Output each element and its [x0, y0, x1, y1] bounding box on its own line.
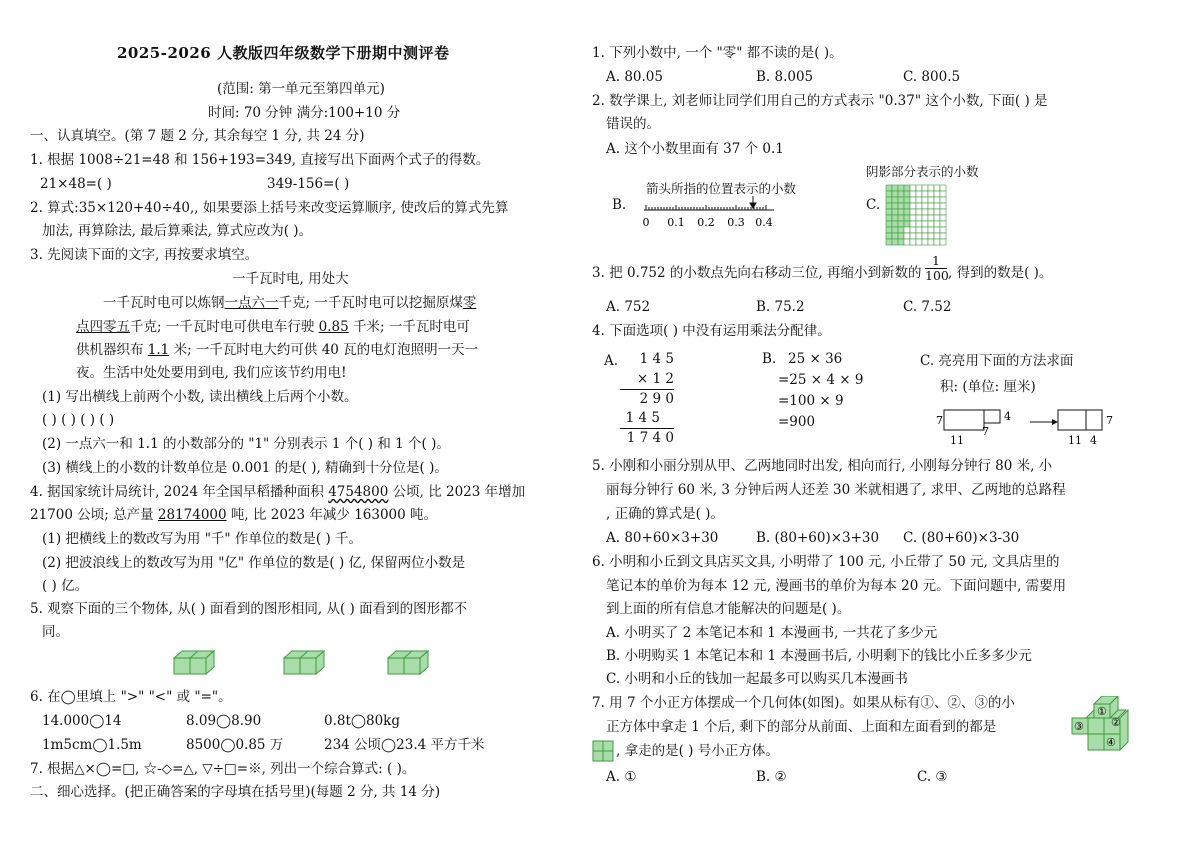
grid-cell [922, 203, 928, 209]
s1-q4-2-cont: ( ) 亿。 [42, 578, 89, 594]
s1-q5: 5. 观察下面的三个物体, 从( ) 面看到的图形相同, 从( ) 面看到的图形都不 [30, 601, 468, 617]
q4a-row: 2 9 0 [639, 391, 674, 407]
q7-option-a: A. ① [606, 769, 637, 785]
cube-mark-1: ① [1097, 705, 1107, 718]
grid-cell [904, 191, 910, 197]
grid-cell [910, 239, 916, 245]
q2-option-a: A. 这个小数里面有 37 个 0.1 [606, 141, 784, 157]
q4c-text: 积: (单位: 厘米) [940, 379, 1036, 395]
grid-cell [898, 227, 904, 233]
q7-option-b: B. ② [756, 769, 787, 785]
passage-title: 一千瓦时电, 用处大 [232, 271, 349, 287]
grid-cell [892, 191, 898, 197]
q6-item: 0.8t◯80kg [324, 713, 401, 729]
grid-cell [934, 191, 940, 197]
grid-cell [928, 221, 934, 227]
grid-cell [916, 239, 922, 245]
q1-option-c: C. 800.5 [903, 69, 961, 85]
grid-cell [910, 209, 916, 215]
q4-option-b-label: B. [762, 351, 777, 367]
q3-option-a: A. 752 [606, 299, 651, 315]
s1-q4-1: (1) 把横线上的数改写为用 "千" 作单位的数是( ) 千。 [42, 531, 363, 547]
grid-cell [922, 209, 928, 215]
grid-cell [892, 209, 898, 215]
grid-cell [928, 239, 934, 245]
s2-q6-cont: 到上面的所有信息才能解决的问题是( )。 [606, 601, 851, 617]
grid-cell [910, 185, 916, 191]
grid-cell [928, 227, 934, 233]
grid-cell [916, 209, 922, 215]
grid-cell [886, 191, 892, 197]
q2-number-line-caption: 箭头所指的位置表示的小数 [646, 181, 797, 196]
grid-cell [910, 233, 916, 239]
grid-cell [886, 209, 892, 215]
number-line-figure [640, 196, 780, 230]
view-grid-icon [592, 740, 614, 762]
s1-q1-a: 21×48=( ) [40, 176, 112, 192]
grid-cell [904, 185, 910, 191]
grid-cell [934, 203, 940, 209]
q4b-row: =25 × 4 × 9 [778, 372, 864, 388]
s2-q5: 5. 小刚和小丽分别从甲、乙两地同时出发, 相向而行, 小刚每分钟行 80 米, 小 [592, 458, 1053, 474]
q4a-row: 1 4 5 [625, 410, 660, 426]
s1-q3-1: (1) 写出横线上前两个小数, 读出横线上后两个小数。 [42, 389, 358, 405]
q6-option-b: B. 小明购买 1 本笔记本和 1 本漫画书后, 小明剩下的钱比小丘多多少元 [606, 648, 1032, 664]
grid-cell [892, 215, 898, 221]
grid-cell [940, 221, 946, 227]
exam-time: 时间: 70 分钟 满分:100+10 分 [208, 105, 401, 121]
s2-q5-cont: 丽每分钟行 60 米, 3 分钟后两人还差 30 米就相遇了, 求甲、乙两地的总路程 [606, 482, 1066, 498]
grid-cell [892, 233, 898, 239]
s2-q4: 4. 下面选项( ) 中没有运用乘法分配律。 [592, 323, 831, 339]
grid-cell [916, 185, 922, 191]
area-split-figure [930, 402, 1120, 446]
s1-q3-2: (2) 一点六一和 1.1 的小数部分的 "1" 分别表示 1 个( ) 和 1 个( )。 [42, 436, 450, 452]
s1-q5-cont: 同。 [42, 624, 69, 640]
cube-object-2 [284, 651, 324, 674]
section-2-heading: 二、细心选择。(把正确答案的字母填在括号里)(每题 2 分, 共 14 分) [30, 784, 441, 800]
grid-cell [922, 197, 928, 203]
q6-option-a: A. 小明买了 2 本笔记本和 1 本漫画书, 一共花了多少元 [606, 625, 938, 641]
s2-q6: 6. 小明和小丘到文具店买文具, 小明带了 100 元, 小丘带了 50 元, 文具店里的 [592, 554, 1060, 570]
grid-cell [922, 239, 928, 245]
cube-objects-figure [170, 646, 440, 682]
grid-cell [916, 221, 922, 227]
q5-option-b: B. (80+60)×3+30 [756, 530, 880, 546]
grid-cell [922, 191, 928, 197]
grid-cell [892, 221, 898, 227]
grid-cell [934, 227, 940, 233]
passage-line-3: 供机器织布 1.1 米; 一千瓦时电大约可供 40 瓦的电灯泡照明一天一 [76, 342, 479, 358]
grid-cell [928, 215, 934, 221]
dim-label: 11 [1068, 434, 1082, 446]
exam-scope: (范围: 第一单元至第四单元) [217, 81, 385, 97]
s2-q6-cont: 笔记本的单价为每本 12 元, 漫画书的单价为每本 20 元。下面问题中, 需要用 [606, 578, 1067, 594]
passage-line-4: 夜。生活中处处要用到电, 我们应该节约用电! [76, 365, 347, 381]
grid-cell [910, 191, 916, 197]
grid-cell [886, 239, 892, 245]
passage-line-2: 点四零五千克; 一千瓦时电可供电车行驶 0.85 千米; 一千瓦时电可 [76, 319, 470, 335]
s1-q1: 1. 根据 1008÷21=48 和 156+193=349, 直接写出下面两个式子的得数。 [30, 152, 490, 168]
s2-q7: 7. 用 7 个小正方体摆成一个几何体(如图)。如果从标有①、②、③的小 [592, 695, 1015, 711]
q4a-row: 1 4 5 [639, 351, 674, 367]
grid-cell [904, 221, 910, 227]
fraction-denominator: 100 [925, 268, 949, 283]
grid-cell [892, 239, 898, 245]
grid-cell [904, 203, 910, 209]
grid-cell [898, 239, 904, 245]
grid-cell [934, 215, 940, 221]
q5-option-a: A. 80+60×3+30 [606, 530, 719, 546]
grid-cell [922, 233, 928, 239]
s2-q7-cont: 正方体中拿走 1 个后, 剩下的部分从前面、上面和左面看到的都是 [606, 719, 997, 735]
grid-cell [886, 185, 892, 191]
grid-cell [922, 227, 928, 233]
s1-q3-3: (3) 横线上的小数的计数单位是 0.001 的是( ), 精确到十分位是( )。 [42, 460, 448, 476]
s2-q5-cont: , 正确的算式是( )。 [606, 506, 724, 522]
grid-cell [892, 197, 898, 203]
dim-label: 11 [950, 434, 964, 446]
grid-cell [922, 221, 928, 227]
grid-cell [898, 191, 904, 197]
s1-q4-2: (2) 把波浪线上的数改写为用 "亿" 作单位的数是( ) 亿, 保留两位小数是 [42, 555, 466, 571]
grid-cell [886, 233, 892, 239]
grid-cell [916, 215, 922, 221]
grid-cell [928, 203, 934, 209]
q3-option-b: B. 75.2 [756, 299, 805, 315]
q5-option-c: C. (80+60)×3-30 [903, 530, 1020, 546]
q4b-row: =900 [778, 414, 816, 430]
s1-q4-cont: 21700 公顷; 总产量 28174000 吨, 比 2023 年减少 163000 吨。 [30, 507, 438, 523]
q4b-row: =100 × 9 [778, 393, 844, 409]
grid-cell [892, 227, 898, 233]
q2-option-c-label: C. [866, 197, 881, 213]
tick-label: 0.4 [755, 216, 773, 229]
grid-cell [898, 185, 904, 191]
grid-cell [934, 209, 940, 215]
passage-line-1: 一千瓦时电可以炼钢一点六一千克; 一千瓦时电可以挖掘原煤零 [103, 295, 477, 311]
grid-cell [940, 215, 946, 221]
grid-cell [940, 227, 946, 233]
hundred-grid-figure [885, 184, 947, 246]
grid-cell [904, 233, 910, 239]
grid-cell [904, 209, 910, 215]
grid-cell [910, 221, 916, 227]
arrow-icon [1052, 419, 1058, 425]
cube-object-3 [388, 651, 428, 674]
grid-cell [928, 191, 934, 197]
grid-cell [898, 233, 904, 239]
grid-cell [934, 239, 940, 245]
cube-mark-4: ④ [1106, 736, 1116, 749]
q2-option-b-label: B. [612, 197, 627, 213]
s1-q1-b: 349-156=( ) [267, 176, 350, 192]
fraction-1-over-100 [925, 254, 947, 283]
grid-cell [910, 215, 916, 221]
s2-q2: 2. 数学课上, 刘老师让同学们用自己的方式表示 "0.37" 这个小数, 下面( ) 是 [592, 93, 1048, 109]
grid-cell [916, 191, 922, 197]
q6-item: 234 公顷◯23.4 平方千米 [324, 737, 485, 753]
grid-cell [904, 239, 910, 245]
grid-cell [928, 185, 934, 191]
s1-q2: 2. 算式:35×120+40÷40,, 如果要添上括号来改变运算顺序, 使改后的算式先算 [30, 200, 509, 216]
grid-cell [940, 185, 946, 191]
q1-option-a: A. 80.05 [606, 69, 663, 85]
q6-item: 8500◯0.85 万 [186, 737, 284, 753]
grid-cell [916, 227, 922, 233]
s2-q7-cont: , 拿走的是( ) 号小正方体。 [616, 743, 779, 759]
fraction-numerator: 1 [932, 253, 940, 268]
grid-cell [934, 185, 940, 191]
grid-cell [916, 203, 922, 209]
q1-option-b: B. 8.005 [756, 69, 814, 85]
grid-cell [898, 197, 904, 203]
s2-q2-cont: 错误的。 [606, 116, 660, 132]
q6-item: 14.000◯14 [42, 713, 122, 729]
grid-cell [940, 239, 946, 245]
grid-cell [928, 197, 934, 203]
tick-label: 0.3 [727, 216, 745, 229]
section-1-heading: 一、认真填空。(第 7 题 2 分, 其余每空 1 分, 共 24 分) [30, 128, 365, 144]
grid-cell [928, 233, 934, 239]
tick-label: 0.1 [667, 216, 685, 229]
q6-item: 8.09◯8.90 [186, 713, 262, 729]
grid-cell [922, 215, 928, 221]
page-title: 2025-2026 人教版四年级数学下册期中测评卷 [117, 44, 450, 62]
q2-grid-caption: 阴影部分表示的小数 [866, 164, 979, 179]
q4-option-a-label: A. [604, 353, 619, 369]
s1-q3-1-blanks: ( ) ( ) ( ) ( ) [42, 412, 115, 428]
cube-mark-3: ③ [1074, 720, 1084, 733]
q7-option-c: C. ③ [917, 769, 948, 785]
dim-label: 7 [982, 425, 989, 438]
grid-cell [910, 197, 916, 203]
dim-label: 4 [1004, 410, 1011, 423]
dim-label: 4 [1090, 434, 1097, 446]
grid-cell [886, 203, 892, 209]
grid-cell [940, 191, 946, 197]
grid-cell [934, 197, 940, 203]
cube-mark-2: ② [1111, 716, 1121, 729]
grid-cell [904, 215, 910, 221]
grid-cell [940, 197, 946, 203]
q4a-row: × 1 2 [636, 371, 674, 387]
dim-label: 7 [1106, 414, 1113, 427]
grid-cell [928, 209, 934, 215]
grid-cell [940, 233, 946, 239]
q6-option-c: C. 小明和小丘的钱加一起最多可以购买几本漫画书 [606, 671, 908, 687]
grid-cell [922, 185, 928, 191]
s1-q6: 6. 在◯里填上 ">" "<" 或 "="。 [30, 689, 232, 705]
q3-option-c: C. 7.52 [903, 299, 952, 315]
grid-cell [886, 221, 892, 227]
tick-label: 0.2 [697, 216, 715, 229]
grid-cell [892, 185, 898, 191]
grid-cell [904, 197, 910, 203]
grid-cell [898, 215, 904, 221]
grid-cell [898, 221, 904, 227]
grid-cell [910, 227, 916, 233]
s1-q4: 4. 据国家统计局统计, 2024 年全国早稻播种面积 4754800 公顷, 比 2023 年增加 [30, 484, 526, 500]
stacked-cubes-figure [1068, 696, 1144, 752]
dim-label: 7 [936, 414, 943, 427]
grid-cell [940, 209, 946, 215]
grid-cell [934, 221, 940, 227]
grid-cell [916, 233, 922, 239]
s2-q3: 3. 把 0.752 的小数点先向右移动三位, 再缩小到新数的 [592, 265, 922, 281]
s2-q1: 1. 下列小数中, 一个 "零" 都不读的是( )。 [592, 45, 843, 61]
s1-q2-cont: 加法, 再算除法, 最后算乘法, 算式应改为( )。 [42, 223, 313, 239]
tick-label: 0 [642, 216, 650, 229]
grid-cell [898, 209, 904, 215]
q4b-row: 25 × 36 [788, 351, 843, 367]
q4a-row: 1 7 4 0 [626, 430, 674, 446]
q4c-text: C. 亮亮用下面的方法求面 [920, 353, 1074, 369]
grid-cell [886, 227, 892, 233]
s1-q3: 3. 先阅读下面的文字, 再按要求填空。 [30, 247, 259, 263]
grid-cell [934, 233, 940, 239]
s2-q3-cont: , 得到的数是( )。 [948, 265, 1053, 281]
grid-cell [886, 197, 892, 203]
arrow-icon [750, 196, 756, 208]
q6-item: 1m5cm◯1.5m [42, 737, 142, 753]
grid-cell [940, 203, 946, 209]
grid-cell [916, 197, 922, 203]
grid-cell [892, 203, 898, 209]
grid-cell [904, 227, 910, 233]
grid-cell [910, 203, 916, 209]
s1-q7: 7. 根据△×◯=□, ☆-◇=△, ▽÷□=※, 列出一个综合算式: ( )。 [30, 761, 416, 777]
grid-cell [898, 203, 904, 209]
grid-cell [886, 215, 892, 221]
cube-object-1 [174, 651, 214, 674]
